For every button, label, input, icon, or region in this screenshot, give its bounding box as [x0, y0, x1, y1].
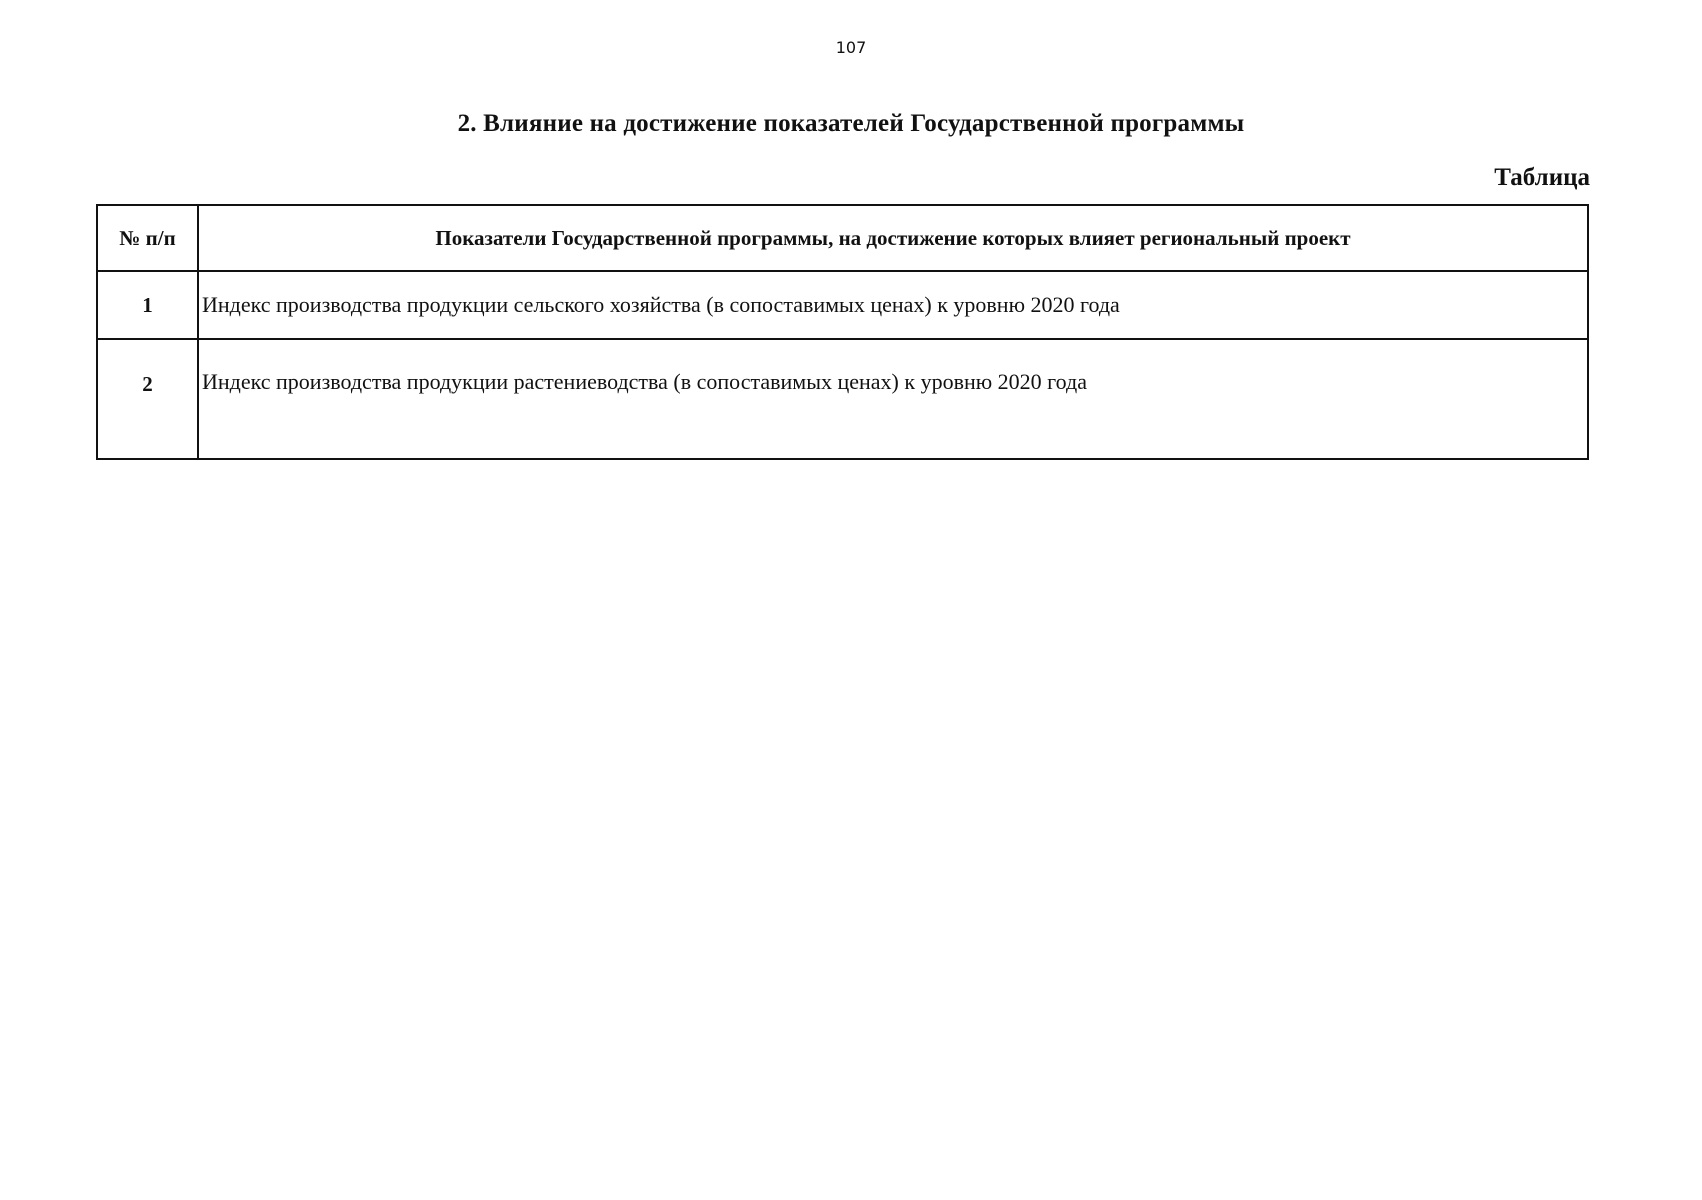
table-row — [97, 271, 1588, 339]
row-number: 2 — [97, 339, 198, 459]
row-indicator: Индекс производства продукции сельского хозяйства (в сопоставимых ценах) к уровню 2020 года — [198, 271, 1588, 339]
header-number: № п/п — [97, 205, 198, 271]
table-caption: Таблица — [1494, 164, 1590, 191]
section-title: 2. Влияние на достижение показателей Государственной программы — [457, 110, 1245, 137]
table-row — [97, 339, 1588, 459]
table-header-row — [97, 205, 1588, 271]
row-indicator: Индекс производства продукции растениеводства (в сопоставимых ценах) к уровню 2020 года — [198, 339, 1588, 459]
indicators-table — [96, 204, 1589, 460]
row-number: 1 — [97, 271, 198, 339]
header-indicator: Показатели Государственной программы, на достижение которых влияет региональный проект — [198, 205, 1588, 271]
page-number: 107 — [835, 38, 867, 57]
